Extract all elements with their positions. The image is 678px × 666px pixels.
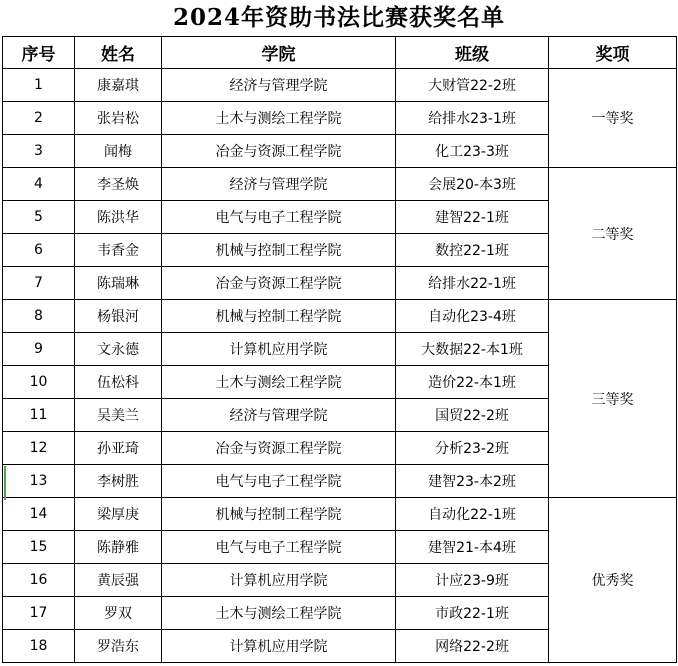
cell-award[interactable]: 优秀奖 (549, 498, 677, 663)
cell-class[interactable]: 大财管22-2班 (396, 69, 549, 102)
cell-college[interactable]: 电气与电子工程学院 (162, 531, 396, 564)
cell-name[interactable]: 闻梅 (75, 135, 162, 168)
cell-seq[interactable]: 13 (3, 465, 75, 498)
header-row (3, 37, 677, 69)
cell-award[interactable]: 三等奖 (549, 300, 677, 498)
cell-class[interactable]: 建智23-本2班 (396, 465, 549, 498)
cell-college[interactable]: 机械与控制工程学院 (162, 234, 396, 267)
active-cell-indicator (4, 466, 6, 500)
header-name[interactable]: 姓名 (75, 37, 162, 69)
cell-college[interactable]: 土木与测绘工程学院 (162, 597, 396, 630)
cell-award[interactable]: 二等奖 (549, 168, 677, 300)
cell-class[interactable]: 建智21-本4班 (396, 531, 549, 564)
header-award[interactable]: 奖项 (549, 37, 677, 69)
cell-class[interactable]: 给排水23-1班 (396, 102, 549, 135)
cell-seq[interactable]: 1 (3, 69, 75, 102)
cell-college[interactable]: 冶金与资源工程学院 (162, 135, 396, 168)
cell-class[interactable]: 大数据22-本1班 (396, 333, 549, 366)
cell-college[interactable]: 冶金与资源工程学院 (162, 267, 396, 300)
award-table (2, 36, 677, 663)
page-title: 2024年资助书法比赛获奖名单 (172, 4, 505, 31)
cell-seq[interactable]: 8 (3, 300, 75, 333)
cell-class[interactable]: 化工23-3班 (396, 135, 549, 168)
cell-college[interactable]: 土木与测绘工程学院 (162, 366, 396, 399)
cell-seq[interactable]: 6 (3, 234, 75, 267)
cell-name[interactable]: 韦香金 (75, 234, 162, 267)
cell-seq[interactable]: 12 (3, 432, 75, 465)
cell-college[interactable]: 电气与电子工程学院 (162, 465, 396, 498)
cell-name[interactable]: 黄辰强 (75, 564, 162, 597)
cell-seq[interactable]: 10 (3, 366, 75, 399)
cell-seq[interactable]: 4 (3, 168, 75, 201)
cell-college[interactable]: 经济与管理学院 (162, 168, 396, 201)
cell-class[interactable]: 会展20-本3班 (396, 168, 549, 201)
cell-class[interactable]: 市政22-1班 (396, 597, 549, 630)
award-list-sheet (2, 36, 676, 663)
cell-name[interactable]: 陈静雅 (75, 531, 162, 564)
cell-seq[interactable]: 3 (3, 135, 75, 168)
cell-seq[interactable]: 15 (3, 531, 75, 564)
cell-class[interactable]: 自动化23-4班 (396, 300, 549, 333)
cell-seq[interactable]: 17 (3, 597, 75, 630)
cell-seq[interactable]: 2 (3, 102, 75, 135)
cell-college[interactable]: 经济与管理学院 (162, 399, 396, 432)
cell-award[interactable]: 一等奖 (549, 69, 677, 168)
table-row (3, 168, 677, 201)
cell-college[interactable]: 冶金与资源工程学院 (162, 432, 396, 465)
table-row (3, 498, 677, 531)
cell-name[interactable]: 伍松科 (75, 366, 162, 399)
cell-name[interactable]: 杨银河 (75, 300, 162, 333)
cell-college[interactable]: 土木与测绘工程学院 (162, 102, 396, 135)
cell-name[interactable]: 梁厚庚 (75, 498, 162, 531)
cell-name[interactable]: 陈瑞琳 (75, 267, 162, 300)
cell-class[interactable]: 建智22-1班 (396, 201, 549, 234)
cell-seq[interactable]: 18 (3, 630, 75, 663)
cell-class[interactable]: 给排水22-1班 (396, 267, 549, 300)
cell-name[interactable]: 吴美兰 (75, 399, 162, 432)
cell-seq[interactable]: 14 (3, 498, 75, 531)
cell-name[interactable]: 陈洪华 (75, 201, 162, 234)
header-class[interactable]: 班级 (396, 37, 549, 69)
cell-seq[interactable]: 16 (3, 564, 75, 597)
cell-class[interactable]: 数控22-1班 (396, 234, 549, 267)
cell-seq[interactable]: 11 (3, 399, 75, 432)
cell-name[interactable]: 孙亚琦 (75, 432, 162, 465)
cell-college[interactable]: 电气与电子工程学院 (162, 201, 396, 234)
cell-college[interactable]: 计算机应用学院 (162, 630, 396, 663)
cell-class[interactable]: 自动化22-1班 (396, 498, 549, 531)
cell-seq[interactable]: 5 (3, 201, 75, 234)
cell-seq[interactable]: 9 (3, 333, 75, 366)
cell-name[interactable]: 罗双 (75, 597, 162, 630)
cell-name[interactable]: 李圣焕 (75, 168, 162, 201)
cell-college[interactable]: 计算机应用学院 (162, 333, 396, 366)
cell-college[interactable]: 机械与控制工程学院 (162, 498, 396, 531)
table-row (3, 69, 677, 102)
header-seq[interactable]: 序号 (3, 37, 75, 69)
cell-name[interactable]: 张岩松 (75, 102, 162, 135)
cell-class[interactable]: 网络22-2班 (396, 630, 549, 663)
table-body (3, 69, 677, 663)
cell-college[interactable]: 经济与管理学院 (162, 69, 396, 102)
cell-class[interactable]: 国贸22-2班 (396, 399, 549, 432)
cell-class[interactable]: 造价22-本1班 (396, 366, 549, 399)
header-college[interactable]: 学院 (162, 37, 396, 69)
cell-seq[interactable]: 7 (3, 267, 75, 300)
table-row (3, 300, 677, 333)
cell-college[interactable]: 机械与控制工程学院 (162, 300, 396, 333)
cell-name[interactable]: 罗浩东 (75, 630, 162, 663)
cell-college[interactable]: 计算机应用学院 (162, 564, 396, 597)
cell-name[interactable]: 康嘉琪 (75, 69, 162, 102)
cell-name[interactable]: 李树胜 (75, 465, 162, 498)
cell-name[interactable]: 文永德 (75, 333, 162, 366)
cell-class[interactable]: 分析23-2班 (396, 432, 549, 465)
cell-class[interactable]: 计应23-9班 (396, 564, 549, 597)
